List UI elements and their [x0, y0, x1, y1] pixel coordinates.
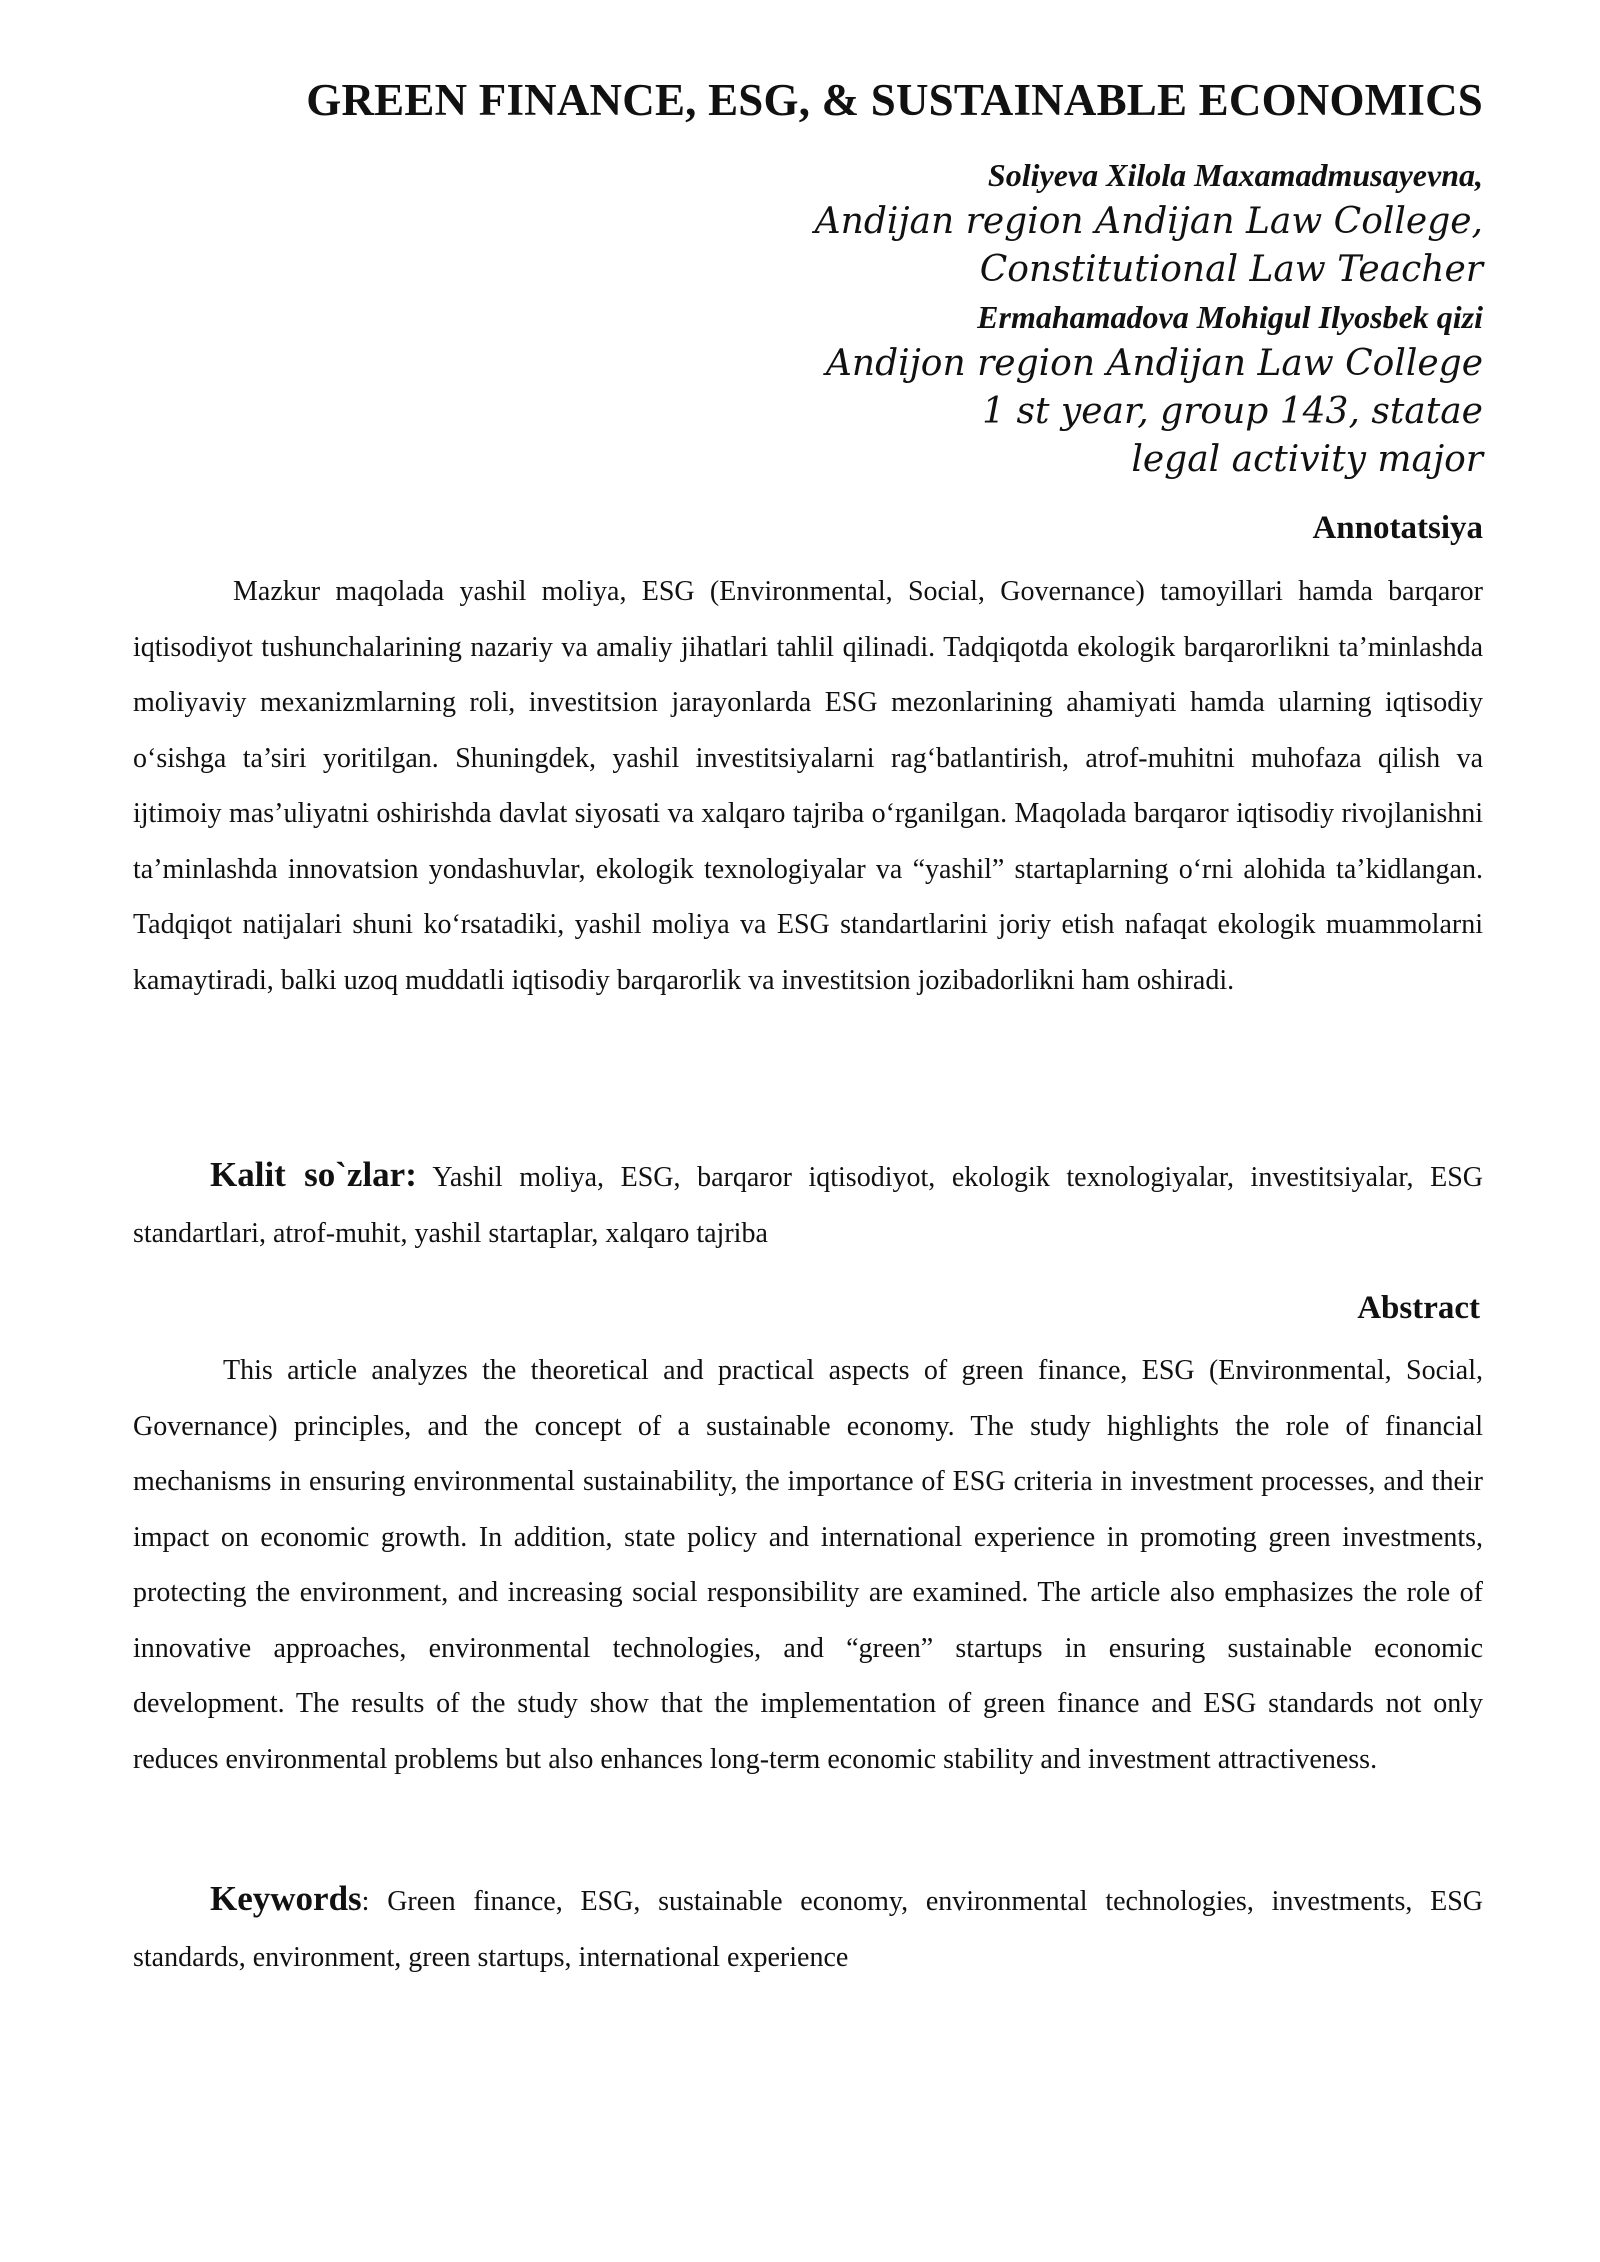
abstract-text: This article analyzes the theoretical and practical aspects of green finance, ESG (Environmental, Social, Governance) principles, and the concept of a sustainable economy. The study highlights the role of financial mechanisms in ensuring environmental sustainability, the importance of ESG criteria in investment processes, and their impact on economic growth. In addition, state policy and international experience in promoting green investments, protecting the environment, and increasing social responsibility are examined. The article also emphasizes the role of innovative approaches, environmental technologies, and “green” startups in ensuring sustainable economic development. The results of the study show that the implementation of green finance and ESG standards not only reduces environmental problems but also enhances long-term economic stability and investment attractiveness.	[133, 1355, 1483, 1775]
paper-title: GREEN FINANCE, ESG, & SUSTAINABLE ECONOMICS	[306, 75, 1483, 125]
abstract-paragraph	[133, 1343, 1483, 1787]
author-2-affiliation-line-1: Andijon region Andijan Law College	[825, 343, 1483, 384]
author-2-affiliation-line-3: legal activity major	[1131, 439, 1483, 480]
keywords-separator: :	[361, 1886, 370, 1917]
author-1-affiliation-line-2: Constitutional Law Teacher	[979, 249, 1483, 290]
abstract-heading: Abstract	[1357, 1290, 1480, 1326]
kalit-sozlar-paragraph	[133, 1147, 1483, 1261]
annotation-paragraph	[133, 564, 1483, 1008]
kalit-sozlar-label: Kalit so`zlar:	[210, 1155, 417, 1194]
keywords-text: Green finance, ESG, sustainable economy, environmental technologies, investments, ESG standards, environment, green startups, international experience	[133, 1886, 1483, 1973]
author-name-2: Ermahamadova Mohigul Ilyosbek qizi	[977, 299, 1483, 335]
author-name-1: Soliyeva Xilola Maxamadmusayevna,	[987, 157, 1483, 193]
annotation-heading: Annotatsiya	[1312, 510, 1483, 546]
kalit-sozlar-text: Yashil moliya, ESG, barqaror iqtisodiyot, ekologik texnologiyalar, investitsiyalar, ESG standartlari, atrof-muhit, yashil startaplar, xalqaro tajriba	[133, 1162, 1483, 1249]
author-1-affiliation-line-1: Andijan region Andijan Law College,	[814, 201, 1483, 242]
author-block	[815, 152, 1483, 484]
author-2-affiliation-line-2: 1 st year, group 143, statae	[982, 391, 1483, 432]
keywords-paragraph	[133, 1871, 1483, 1985]
annotation-text: Mazkur maqolada yashil moliya, ESG (Environmental, Social, Governance) tamoyillari hamda barqaror iqtisodiyot tushunchalarining nazariy va amaliy jihatlari tahlil qilinadi. Tadqiqotda ekologik barqarorlikni ta’minlashda moliyaviy mexanizmlarning roli, investitsion jarayonlarda ESG mezonlarining ahamiyati hamda ularning iqtisodiy o‘sishga ta’siri yoritilgan. Shuningdek, yashil investitsiyalarni rag‘batlantirish, atrof-muhitni muhofaza qilish va ijtimoiy mas’uliyatni oshirishda davlat siyosati va xalqaro tajriba o‘rganilgan. Maqolada barqaror iqtisodiy rivojlanishni ta’minlashda innovatsion yondashuvlar, ekologik texnologiyalar va “yashil” startaplarning o‘rni alohida ta’kidlangan. Tadqiqot natijalari shuni ko‘rsatadiki, yashil moliya va ESG standartlarini joriy etish nafaqat ekologik muammolarni kamaytiradi, balki uzoq muddatli iqtisodiy barqarorlik va investitsion jozibadorlikni ham oshiradi.	[133, 576, 1483, 996]
keywords-label: Keywords	[210, 1879, 362, 1918]
